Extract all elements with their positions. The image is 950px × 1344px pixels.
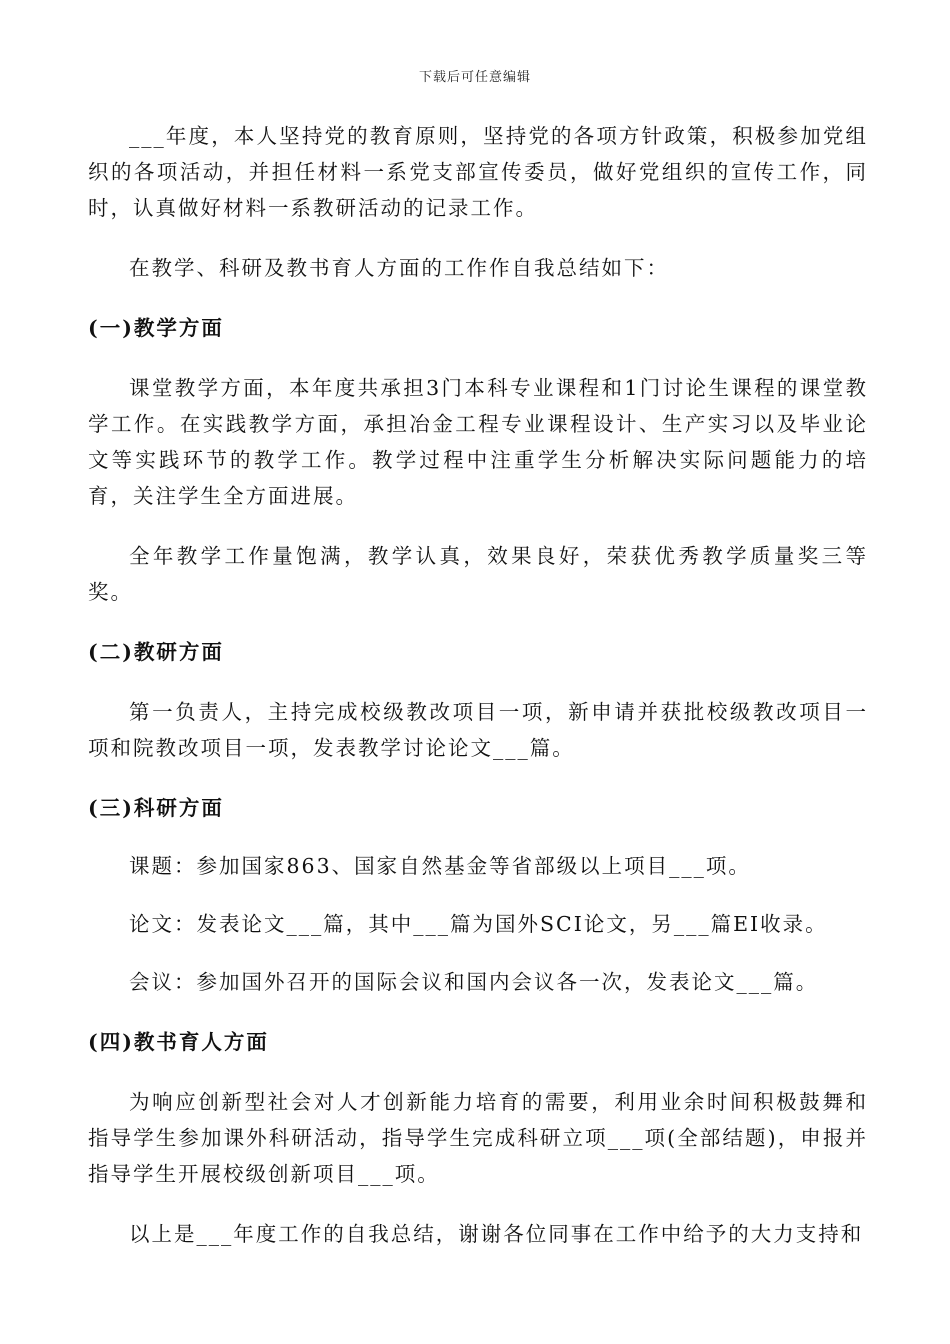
paragraph-intro: ___年度，本人坚持党的教育原则，坚持党的各项方针政策，积极参加党组织的各项活动，并担任材料一系党支部宣传委员，做好党组织的宣传工作，同时，认真做好材料一系教研活动的记录工作。	[88, 124, 868, 220]
paragraph-education: 为响应创新型社会对人才创新能力培育的需要，利用业余时间积极鼓舞和指导学生参加课外科研活动，指导学生完成科研立项___项(全部结题)，申报并指导学生开展校级创新项目___项。	[88, 1090, 868, 1186]
paragraph-projects: 课题：参加国家863、国家自然基金等省部级以上项目___项。	[129, 854, 751, 878]
paragraph-conferences: 会议：参加国外召开的国际会议和国内会议各一次，发表论文___篇。	[129, 970, 819, 994]
heading-research: (三)科研方面	[88, 796, 224, 820]
header-note: 下载后可任意编辑	[418, 70, 531, 85]
heading-teaching: (一)教学方面	[88, 316, 224, 340]
paragraph-papers: 论文：发表论文___篇，其中___篇为国外SCI论文，另___篇EI收录。	[129, 912, 828, 936]
document-body	[88, 118, 868, 1252]
paragraph-teaching-result: 全年教学工作量饱满，教学认真，效果良好，荣获优秀教学质量奖三等奖。	[88, 544, 868, 604]
paragraph-closing: 以上是___年度工作的自我总结，谢谢各位同事在工作中给予的大力支持和	[129, 1222, 864, 1246]
heading-teaching-research: (二)教研方面	[88, 640, 224, 664]
paragraph-summary-intro: 在教学、科研及教书育人方面的工作作自我总结如下：	[129, 256, 669, 280]
heading-education: (四)教书育人方面	[88, 1030, 269, 1054]
paragraph-teaching: 课堂教学方面，本年度共承担3门本科专业课程和1门讨论生课程的课堂教学工作。在实践教学方面，承担冶金工程专业课程设计、生产实习以及毕业论文等实践环节的教学工作。教学过程中注重学生分析解决实际问题能力的培育，关注学生全方面进展。	[88, 376, 868, 508]
paragraph-teaching-research: 第一负责人，主持完成校级教改项目一项，新申请并获批校级教改项目一项和院教改项目一项，发表教学讨论论文___篇。	[88, 700, 868, 760]
